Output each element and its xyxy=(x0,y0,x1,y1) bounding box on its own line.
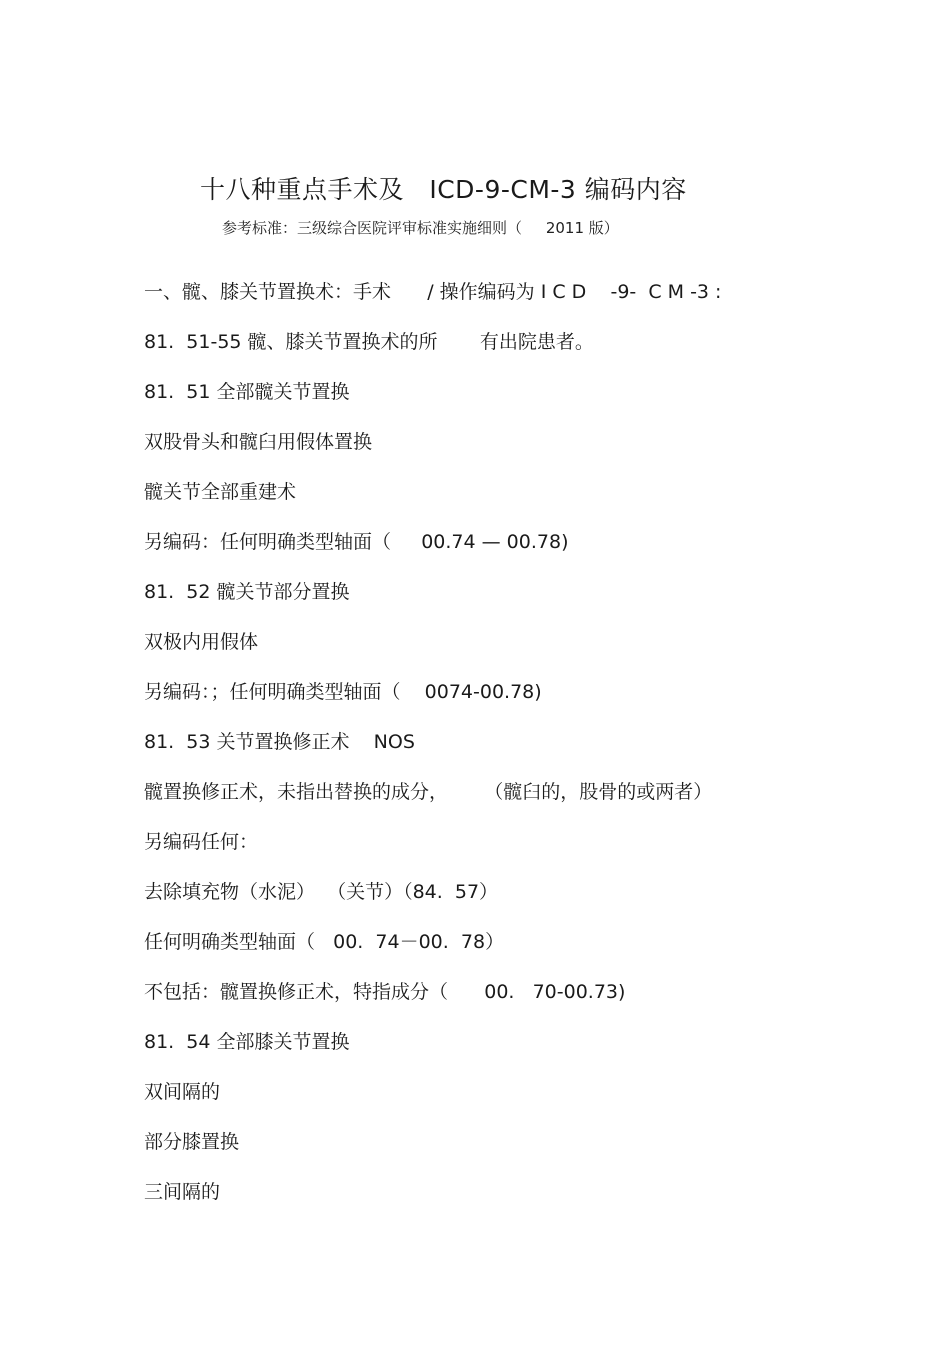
body-line: 髋置换修正术，未指出替换的成分， （髋臼的，股骨的或两者） xyxy=(144,781,713,803)
body-line: 部分膝置换 xyxy=(144,1131,240,1153)
document-subtitle: 参考标准：三级综合医院评审标准实施细则（ 2011 版） xyxy=(222,219,619,237)
body-line: 不包括：髋置换修正术，特指成分（ 00. 70-00.73) xyxy=(144,981,626,1003)
body-line: 81. 53 关节置换修正术 NOS xyxy=(144,731,415,753)
body-line: 81. 51-55 髋、膝关节置换术的所 有出院患者。 xyxy=(144,331,594,353)
body-line: 双股骨头和髋臼用假体置换 xyxy=(144,431,373,453)
body-line: 81. 54 全部膝关节置换 xyxy=(144,1031,350,1053)
body-line: 另编码：任何明确类型轴面（ 00.74 — 00.78) xyxy=(144,531,569,553)
body-line: 去除填充物（水泥） （关节）（84. 57） xyxy=(144,881,499,903)
body-line: 任何明确类型轴面（ 00. 74－00. 78） xyxy=(144,931,505,953)
body-line: 三间隔的 xyxy=(144,1181,221,1203)
body-line: 双间隔的 xyxy=(144,1081,221,1103)
section-heading-hip-knee: 一、髋、膝关节置换术：手术 / 操作编码为 I C D -9- C M -3 : xyxy=(144,281,722,303)
body-line: 81. 52 髋关节部分置换 xyxy=(144,581,350,603)
body-line: 另编码任何： xyxy=(144,831,259,853)
body-line: 另编码：；任何明确类型轴面（ 0074-00.78) xyxy=(144,681,542,703)
body-line: 双极内用假体 xyxy=(144,631,259,653)
body-line: 髋关节全部重建术 xyxy=(144,481,297,503)
document-title: 十八种重点手术及 ICD-9-CM-3 编码内容 xyxy=(200,175,687,204)
document-body xyxy=(144,275,864,1225)
body-line: 81. 51 全部髋关节置换 xyxy=(144,381,350,403)
